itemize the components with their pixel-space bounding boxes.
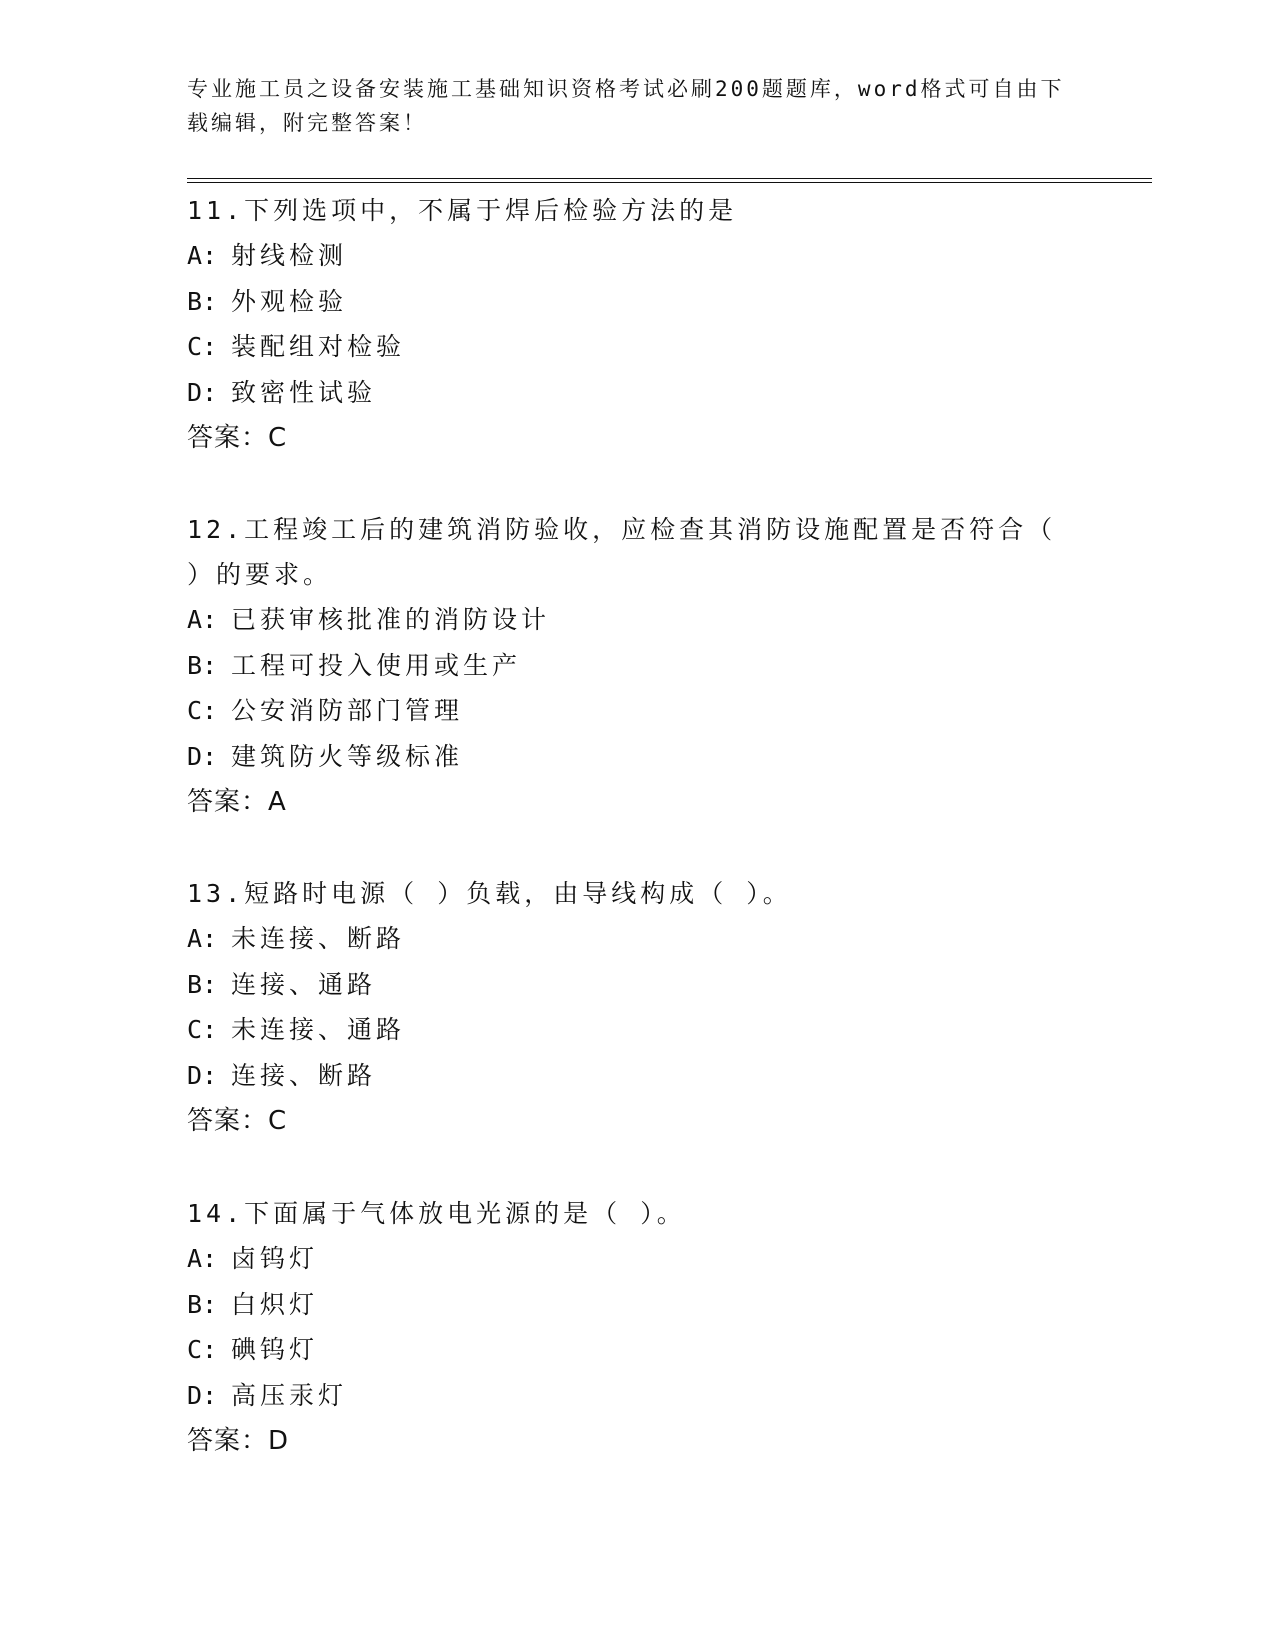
option-text: 装配组对检验 [231,332,406,361]
option-letter: B: [187,1289,218,1319]
option-text: 外观检验 [231,286,348,316]
option-d [187,1053,1067,1099]
option-letter: C: [187,696,218,725]
option-letter: C: [187,332,218,361]
option-letter: B: [187,286,218,316]
option-letter: D: [187,1380,218,1410]
option-text: 高压汞灯 [231,1380,348,1410]
question-12 [187,507,1067,825]
answer-value: C [268,1106,288,1136]
question-stem: 12.工程竣工后的建筑消防验收，应检查其消防设施配置是否符合（ ）的要求。 [187,515,1057,589]
question-14 [187,1191,1067,1464]
option-text: 建筑防火等级标准 [231,741,464,771]
option-c [187,1327,1067,1373]
document-header: 专业施工员之设备安装施工基础知识资格考试必刷200题题库，word格式可自由下载编辑，附完整答案！ [187,77,1065,135]
answer-value: D [268,1426,290,1456]
option-text: 未连接、通路 [231,1015,406,1044]
header-divider-top [187,178,1152,179]
option-text: 卤钨灯 [231,1244,319,1273]
option-letter: B: [187,969,218,999]
answer-label: 答案： [187,1426,269,1456]
option-letter: D: [187,741,218,771]
option-letter: A: [187,924,218,953]
question-13 [187,871,1067,1144]
option-b [187,279,1067,325]
option-c [187,324,1067,370]
option-text: 未连接、断路 [231,924,406,953]
option-d [187,1373,1067,1419]
option-letter: C: [187,1015,218,1044]
option-letter: D: [187,1060,218,1090]
question-stem: 14.下面属于气体放电光源的是（ ）。 [187,1199,686,1228]
option-b [187,643,1067,689]
option-b [187,962,1067,1008]
header-divider-bottom [187,182,1152,183]
answer-value: C [268,423,288,453]
answer-line [187,779,1067,825]
option-text: 白炽灯 [231,1289,319,1319]
answer-value: A [268,787,287,817]
option-b [187,1282,1067,1328]
option-a [187,597,1067,643]
option-a [187,916,1067,962]
answer-line [187,1418,1067,1464]
option-text: 已获审核批准的消防设计 [231,605,551,634]
option-c [187,688,1067,734]
option-letter: A: [187,1244,218,1273]
answer-label: 答案： [187,787,269,817]
option-d [187,734,1067,780]
option-text: 公安消防部门管理 [231,696,464,725]
option-letter: A: [187,605,218,634]
option-text: 碘钨灯 [231,1335,319,1364]
answer-line [187,415,1067,461]
option-letter: D: [187,377,218,407]
option-text: 连接、断路 [231,1060,377,1090]
question-stem: 13.短路时电源（ ）负载，由导线构成（ ）。 [187,879,792,908]
option-text: 连接、通路 [231,969,377,999]
option-text: 工程可投入使用或生产 [231,650,522,680]
answer-label: 答案： [187,1106,269,1136]
option-letter: B: [187,650,218,680]
option-d [187,370,1067,416]
option-letter: C: [187,1335,218,1364]
option-text: 射线检测 [231,241,348,270]
question-11 [187,188,1067,461]
answer-label: 答案： [187,423,269,453]
option-c [187,1007,1067,1053]
question-stem: 11.下列选项中，不属于焊后检验方法的是 [187,196,738,225]
option-a [187,1236,1067,1282]
answer-line [187,1098,1067,1144]
option-letter: A: [187,241,218,270]
option-text: 致密性试验 [231,377,377,407]
option-a [187,233,1067,279]
